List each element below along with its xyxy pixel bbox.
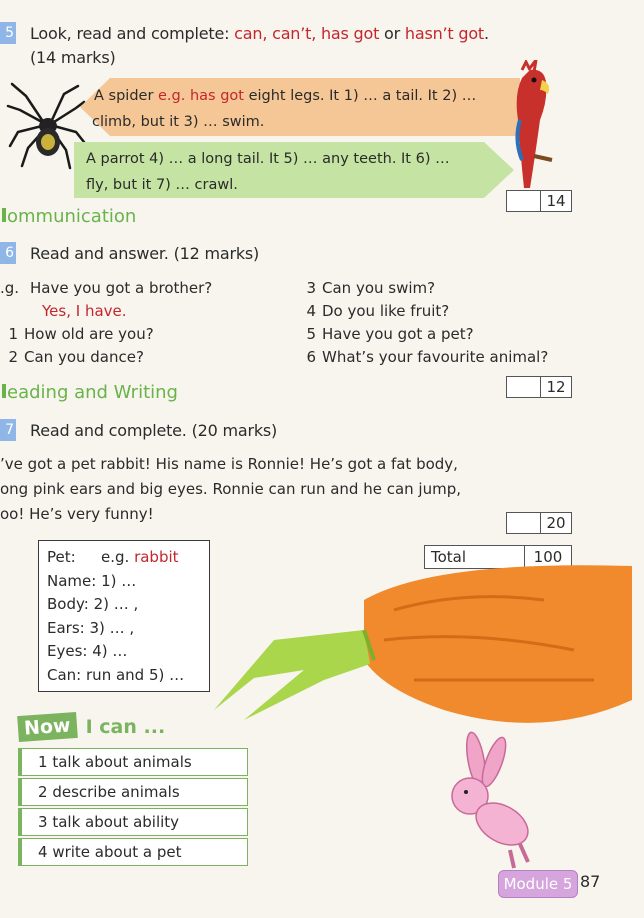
item-text: What’s your favourite animal?: [322, 348, 549, 366]
name-label: Name:: [47, 571, 97, 590]
title-text: Look, read and complete:: [30, 24, 235, 43]
title-period: .: [484, 24, 489, 43]
exercise-7-number: 7: [0, 419, 16, 441]
parrot-sentences: [74, 143, 504, 198]
spider-example-answer: has got: [189, 88, 244, 104]
item-number: 5: [306, 325, 316, 343]
eg-question: Have you got a brother?: [30, 279, 213, 297]
exercise-7-title: Read and complete. (20 marks): [30, 421, 278, 440]
i-can-label: I can ...: [85, 716, 166, 738]
checklist-item: [18, 778, 248, 806]
item-number: 2: [38, 783, 48, 801]
pet-form: [38, 540, 210, 692]
item-number: 4: [38, 843, 48, 861]
list-item: [298, 323, 588, 346]
section-reading-writing: [2, 382, 178, 403]
parrot-illustration: [504, 60, 556, 192]
text-line: ong pink ears and big eyes. Ronnie can run and he can jump,: [0, 480, 461, 498]
item-number: 2: [8, 348, 18, 366]
spider-eg: e.g.: [158, 88, 190, 104]
section-communication: [2, 206, 136, 227]
can-label: Can:: [47, 665, 82, 684]
item-number: 6: [306, 348, 316, 366]
rabbit-illustration: [432, 730, 542, 870]
pet-example-answer: rabbit: [134, 548, 179, 566]
exercise-6-score-box: [506, 376, 572, 398]
score-blank: [507, 377, 541, 397]
exercise-6-left-column: [0, 277, 300, 369]
pet-row: [47, 546, 209, 570]
section-reading-label: eading and Writing: [7, 382, 178, 403]
list-item: [298, 300, 588, 323]
carrot-illustration: [214, 560, 632, 740]
exercise-5-title: [30, 24, 489, 43]
eg-label: .g.: [0, 279, 20, 297]
exercise-5-score-box: [506, 190, 572, 212]
can-row: [47, 664, 209, 688]
list-item: [298, 277, 588, 300]
checklist-item: [18, 808, 248, 836]
item-text: describe animals: [52, 783, 180, 801]
checklist-item: [18, 838, 248, 866]
name-row: [47, 570, 209, 594]
section-communication-label: ommunication: [7, 206, 137, 227]
parrot-line-2: fly, but it 7) … crawl.: [86, 177, 238, 193]
parrot-line-1: A parrot 4) … a long tail. It 5) … any teeth. It 6) …: [86, 151, 450, 167]
ears-label: Ears:: [47, 618, 85, 637]
ears-row: [47, 617, 209, 641]
option-can: can,: [234, 24, 268, 43]
rabbit-text: [0, 452, 520, 527]
eyes-blank: 4) …: [92, 642, 128, 660]
exercise-5-marks: (14 marks): [30, 48, 116, 67]
list-item: [0, 346, 300, 369]
item-text: talk about animals: [52, 753, 192, 771]
item-number: 1: [8, 325, 18, 343]
body-blank: 2) … ,: [93, 595, 139, 613]
item-text: Do you like fruit?: [322, 302, 450, 320]
ears-blank: 3) … ,: [89, 618, 135, 637]
eyes-row: [47, 640, 209, 664]
score-blank: [507, 191, 541, 211]
spider-sentences: [80, 80, 520, 135]
item-text: Can you dance?: [24, 348, 144, 366]
spider-text-rest: eight legs. It 1) … a tail. It 2) …: [243, 88, 477, 104]
score-blank: [507, 513, 541, 533]
exercise-6-right-column: [298, 277, 588, 369]
page-number: 87: [580, 872, 601, 891]
exercise-6-title: Read and answer. (12 marks): [30, 244, 260, 263]
item-number: 3: [306, 279, 316, 297]
option-cant: can’t,: [272, 24, 317, 43]
score-value: 20: [546, 514, 566, 532]
item-text: write about a pet: [52, 843, 182, 861]
body-label: Body:: [47, 595, 89, 613]
can-blank: run and 5) …: [86, 665, 185, 684]
item-number: 4: [306, 302, 316, 320]
score-value: 12: [546, 378, 566, 396]
now-i-can-header: [18, 714, 165, 744]
body-row: [47, 593, 209, 617]
text-line: oo! He’s very funny!: [0, 505, 154, 523]
score-value: 14: [546, 192, 566, 210]
spider-text: A spider: [94, 88, 159, 104]
spider-line-1: [92, 83, 502, 109]
list-item: [298, 346, 588, 369]
now-i-can-panel: [18, 714, 248, 866]
item-text: Can you swim?: [322, 279, 436, 297]
example-question: [0, 277, 300, 300]
eyes-label: Eyes:: [47, 642, 88, 660]
exercise-5-number: 5: [0, 22, 16, 44]
list-item: [0, 323, 300, 346]
item-number: 1: [38, 753, 48, 771]
pet-label: Pet:: [47, 548, 76, 566]
spider-line-2: climb, but it 3) … swim.: [92, 114, 265, 130]
or-word: or: [379, 24, 405, 43]
exercise-6-number: 6: [0, 242, 16, 264]
item-number: 3: [38, 813, 48, 831]
exercise-7-score-box: [506, 512, 572, 534]
checklist-item: [18, 748, 248, 776]
item-text: How old are you?: [24, 325, 154, 343]
now-label: Now: [17, 712, 77, 742]
name-blank: 1) …: [101, 571, 137, 590]
example-answer: Yes, I have.: [42, 302, 127, 320]
module-badge: Module 5: [498, 870, 578, 898]
option-hasnt-got: hasn’t got: [404, 24, 485, 43]
text-line: ’ve got a pet rabbit! His name is Ronnie! He’s got a fat body,: [0, 455, 458, 473]
option-has-got: has got: [320, 24, 380, 43]
item-text: talk about ability: [52, 813, 180, 831]
total-value: 100: [533, 548, 563, 566]
total-label: Total: [425, 546, 525, 568]
pet-eg: e.g.: [101, 548, 130, 566]
item-text: Have you got a pet?: [322, 325, 474, 343]
